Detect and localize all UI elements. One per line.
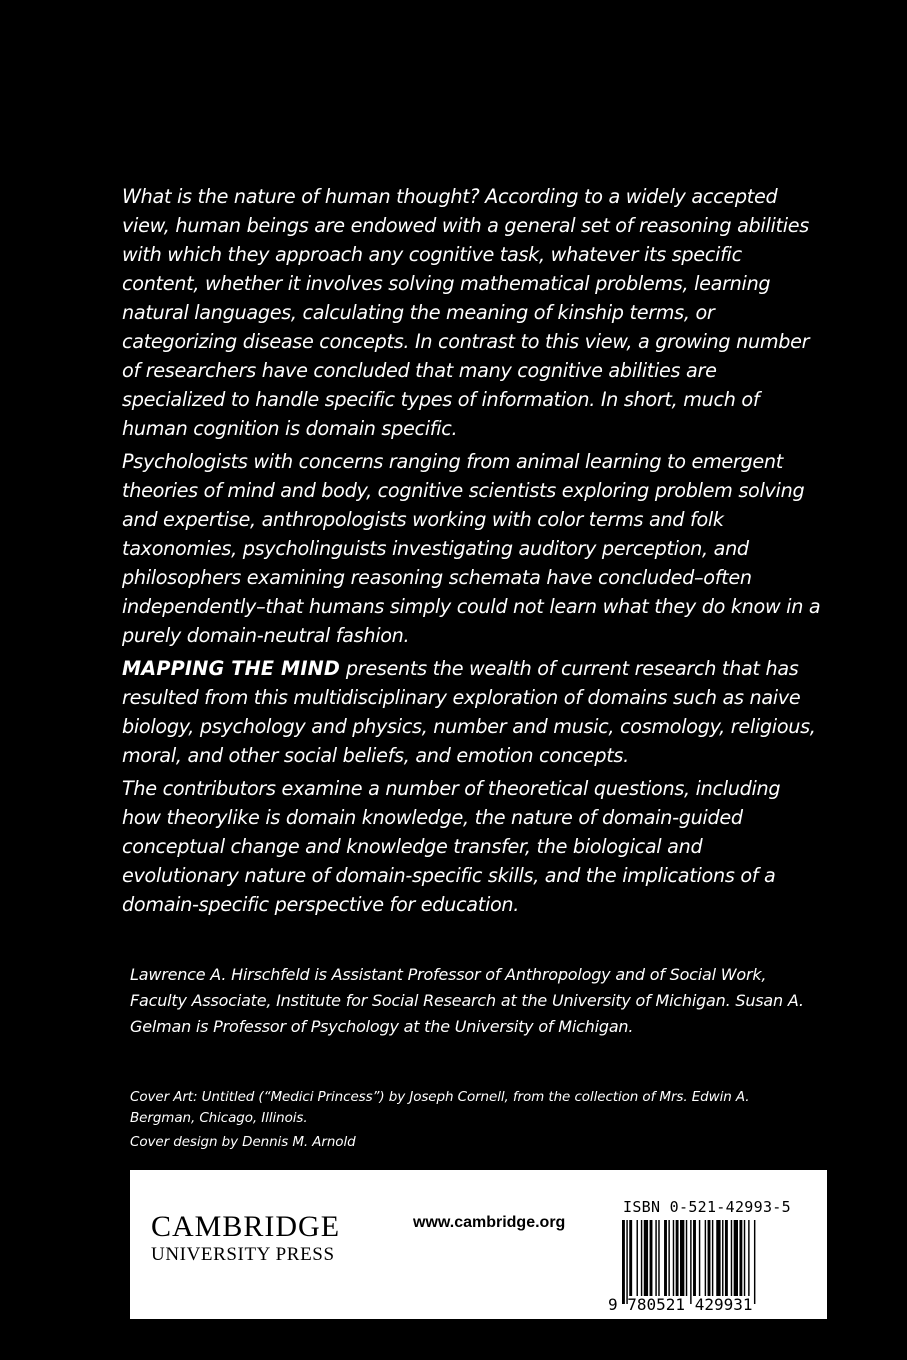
cover-credits bbox=[130, 1087, 810, 1156]
blurb-paragraph-3 bbox=[122, 654, 822, 770]
author-bios bbox=[130, 962, 810, 1040]
barcode-digits: 9 780521 429931 bbox=[608, 1295, 753, 1314]
publisher-website: www.cambridge.org bbox=[413, 1214, 566, 1231]
isbn-label: ISBN 0-521-42993-5 bbox=[623, 1198, 791, 1216]
publisher-name: CAMBRIDGE bbox=[151, 1210, 341, 1243]
cover-art-credit: Cover Art: Untitled (“Medici Princess”) by Joseph Cornell, from the collection of Mrs. Edwin A. Bergman, Chicago, Illinois. bbox=[130, 1089, 750, 1126]
cambridge-logo bbox=[151, 1210, 381, 1266]
author-bio-text: Lawrence A. Hirschfeld is Assistant Professor of Anthropology and of Social Work, Faculty Associate, Institute for Social Research at the University of Michigan. Susan A. Gelman is Professor of Psychology at the University of Michigan. bbox=[130, 965, 804, 1036]
blurb-paragraph-1: What is the nature of human thought? According to a widely accepted view, human beings are endowed with a general set of reasoning abilities with which they approach any cognitive task, whatever its specific content, whether it involves solving mathematical problems, learning natural languages, calculating the meaning of kinship terms, or categorizing disease concepts. In contrast to this view, a growing number of researchers have concluded that many cognitive abilities are specialized to handle specific types of information. In short, much of human cognition is domain specific. bbox=[122, 185, 810, 440]
blurb-paragraph-4: The contributors examine a number of theoretical questions, including how theorylike is domain knowledge, the nature of domain-guided conceptual change and knowledge transfer, the biological and evolutionary nature of domain-specific skills, and the implications of a domain-specific perspective for education. bbox=[122, 777, 781, 916]
publisher-subname: UNIVERSITY PRESS bbox=[151, 1244, 335, 1265]
publisher-barcode-panel bbox=[130, 1170, 827, 1319]
book-title-reference: MAPPING THE MIND bbox=[122, 657, 341, 680]
blurb-paragraph-2: Psychologists with concerns ranging from animal learning to emergent theories of mind and body, cognitive scientists exploring problem solving and expertise, anthropologists working with color terms and folk taxonomies, psycholinguists investigating auditory perception, and philosophers examining reasoning schemata have concluded–often independently–that humans simply could not learn what they do know in a purely domain-neutral fashion. bbox=[122, 450, 821, 647]
blurb-paragraph-3-text: presents the wealth of current research that has resulted from this multidisciplinary exploration of domains such as naive biology, psychology and physics, number and music, cosmology, religious, moral, and other social beliefs, and emotion concepts. bbox=[122, 657, 816, 767]
cover-design-credit: Cover design by Dennis M. Arnold bbox=[130, 1134, 356, 1150]
back-cover-blurb bbox=[122, 182, 822, 923]
